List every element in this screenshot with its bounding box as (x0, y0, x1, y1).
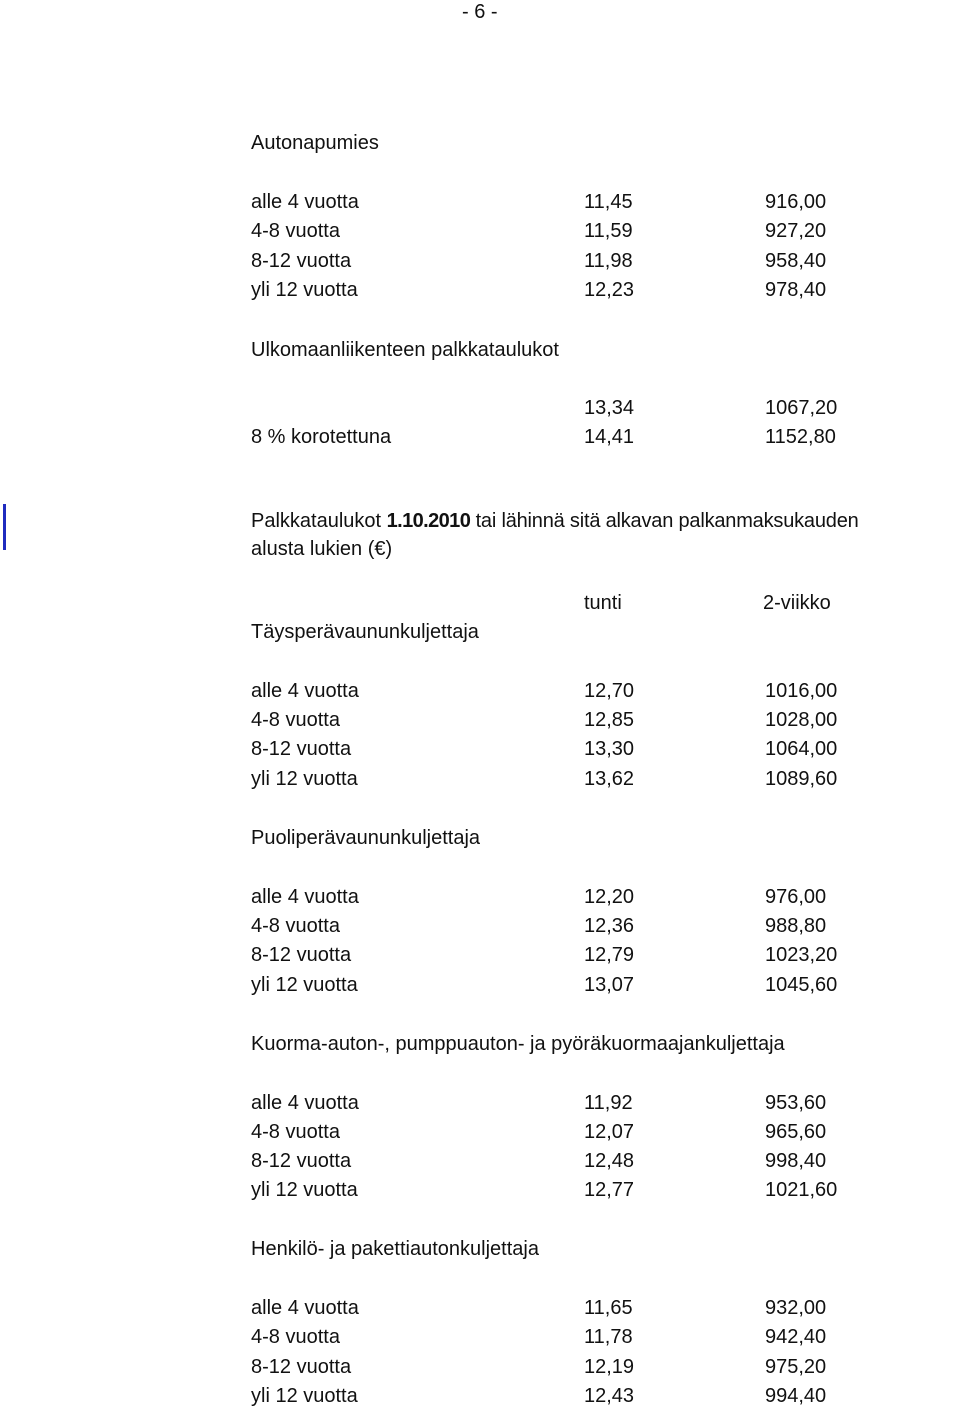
hourly-wage: 11,59 (584, 220, 633, 242)
hourly-wage: 12,23 (584, 279, 635, 301)
validity-suffix: tai lähinnä sitä alkavan palkanmaksukauden (470, 510, 859, 532)
row-label: yli 12 vuotta (251, 1385, 358, 1407)
validity-prefix: Palkkataulukot (251, 510, 387, 532)
biweekly-wage: 998,40 (765, 1150, 827, 1172)
row-label: 8 % korotettuna (251, 426, 392, 448)
row-label: alle 4 vuotta (251, 1092, 359, 1114)
biweekly-wage: 965,60 (765, 1121, 827, 1143)
row-label: yli 12 vuotta (251, 768, 358, 790)
section-heading-autonapumies: Autonapumies (251, 132, 379, 154)
hourly-wage: 12,43 (584, 1385, 635, 1407)
section-heading-ulkomaanliikenne: Ulkomaanliikenteen palkkataulukot (251, 339, 559, 361)
row-label: yli 12 vuotta (251, 1179, 358, 1201)
hourly-wage: 12,19 (584, 1356, 635, 1378)
hourly-wage: 13,62 (584, 768, 635, 790)
hourly-wage: 13,30 (584, 738, 635, 760)
biweekly-wage: 1045,60 (765, 974, 838, 996)
section-heading: Kuorma-auton-, pumppuauton- ja pyöräkuormaajankuljettaja (251, 1033, 785, 1055)
biweekly-wage: 1021,60 (765, 1179, 838, 1201)
biweekly-wage: 1089,60 (765, 768, 838, 790)
row-label: alle 4 vuotta (251, 680, 359, 702)
biweekly-wage: 916,00 (765, 191, 827, 213)
biweekly-wage: 1028,00 (765, 709, 838, 731)
biweekly-wage: 978,40 (765, 279, 827, 301)
hourly-wage: 14,41 (584, 426, 635, 448)
row-label: 8-12 vuotta (251, 1356, 352, 1378)
row-label: 4-8 vuotta (251, 709, 340, 731)
row-label: yli 12 vuotta (251, 279, 358, 301)
row-label: 4-8 vuotta (251, 1326, 340, 1348)
row-label: yli 12 vuotta (251, 974, 358, 996)
section-heading: Täysperävaununkuljettaja (251, 621, 479, 643)
validity-date: 1.10.2010 (386, 510, 471, 532)
hourly-wage: 11,92 (584, 1092, 633, 1114)
hourly-wage: 12,79 (584, 944, 635, 966)
biweekly-wage: 932,00 (765, 1297, 827, 1319)
hourly-wage: 12,07 (584, 1121, 635, 1143)
biweekly-wage: 927,20 (765, 220, 827, 242)
row-label: 4-8 vuotta (251, 1121, 340, 1143)
hourly-wage: 12,70 (584, 680, 635, 702)
biweekly-wage: 1152,80 (765, 426, 836, 448)
row-label: 8-12 vuotta (251, 738, 352, 760)
row-label: 8-12 vuotta (251, 1150, 352, 1172)
biweekly-wage: 953,60 (765, 1092, 827, 1114)
biweekly-wage: 942,40 (765, 1326, 827, 1348)
biweekly-wage: 958,40 (765, 250, 827, 272)
row-label: alle 4 vuotta (251, 886, 359, 908)
row-label: 8-12 vuotta (251, 250, 352, 272)
column-header-2-viikko: 2-viikko (763, 592, 831, 614)
row-label: alle 4 vuotta (251, 1297, 359, 1319)
validity-paragraph (251, 509, 859, 533)
hourly-wage: 11,45 (584, 191, 633, 213)
hourly-wage: 11,78 (584, 1326, 633, 1348)
hourly-wage: 12,20 (584, 886, 635, 908)
biweekly-wage: 994,40 (765, 1385, 827, 1407)
biweekly-wage: 1067,20 (765, 397, 838, 419)
biweekly-wage: 976,00 (765, 886, 827, 908)
biweekly-wage: 988,80 (765, 915, 827, 937)
row-label: 8-12 vuotta (251, 944, 352, 966)
biweekly-wage: 975,20 (765, 1356, 827, 1378)
hourly-wage: 11,65 (584, 1297, 633, 1319)
hourly-wage: 12,48 (584, 1150, 635, 1172)
change-bar (3, 504, 6, 550)
column-header-tunti: tunti (584, 592, 622, 614)
hourly-wage: 11,98 (584, 250, 633, 272)
row-label: alle 4 vuotta (251, 191, 359, 213)
page-number: - 6 - (462, 1, 498, 23)
hourly-wage: 12,36 (584, 915, 635, 937)
section-heading: Puoliperävaununkuljettaja (251, 827, 481, 849)
validity-line-2: alusta lukien (€) (251, 538, 393, 560)
hourly-wage: 13,34 (584, 397, 635, 419)
row-label: 4-8 vuotta (251, 220, 340, 242)
section-heading: Henkilö- ja pakettiautonkuljettaja (251, 1238, 539, 1260)
biweekly-wage: 1023,20 (765, 944, 838, 966)
hourly-wage: 12,85 (584, 709, 635, 731)
hourly-wage: 13,07 (584, 974, 635, 996)
biweekly-wage: 1064,00 (765, 738, 838, 760)
row-label: 4-8 vuotta (251, 915, 340, 937)
hourly-wage: 12,77 (584, 1179, 635, 1201)
biweekly-wage: 1016,00 (765, 680, 838, 702)
